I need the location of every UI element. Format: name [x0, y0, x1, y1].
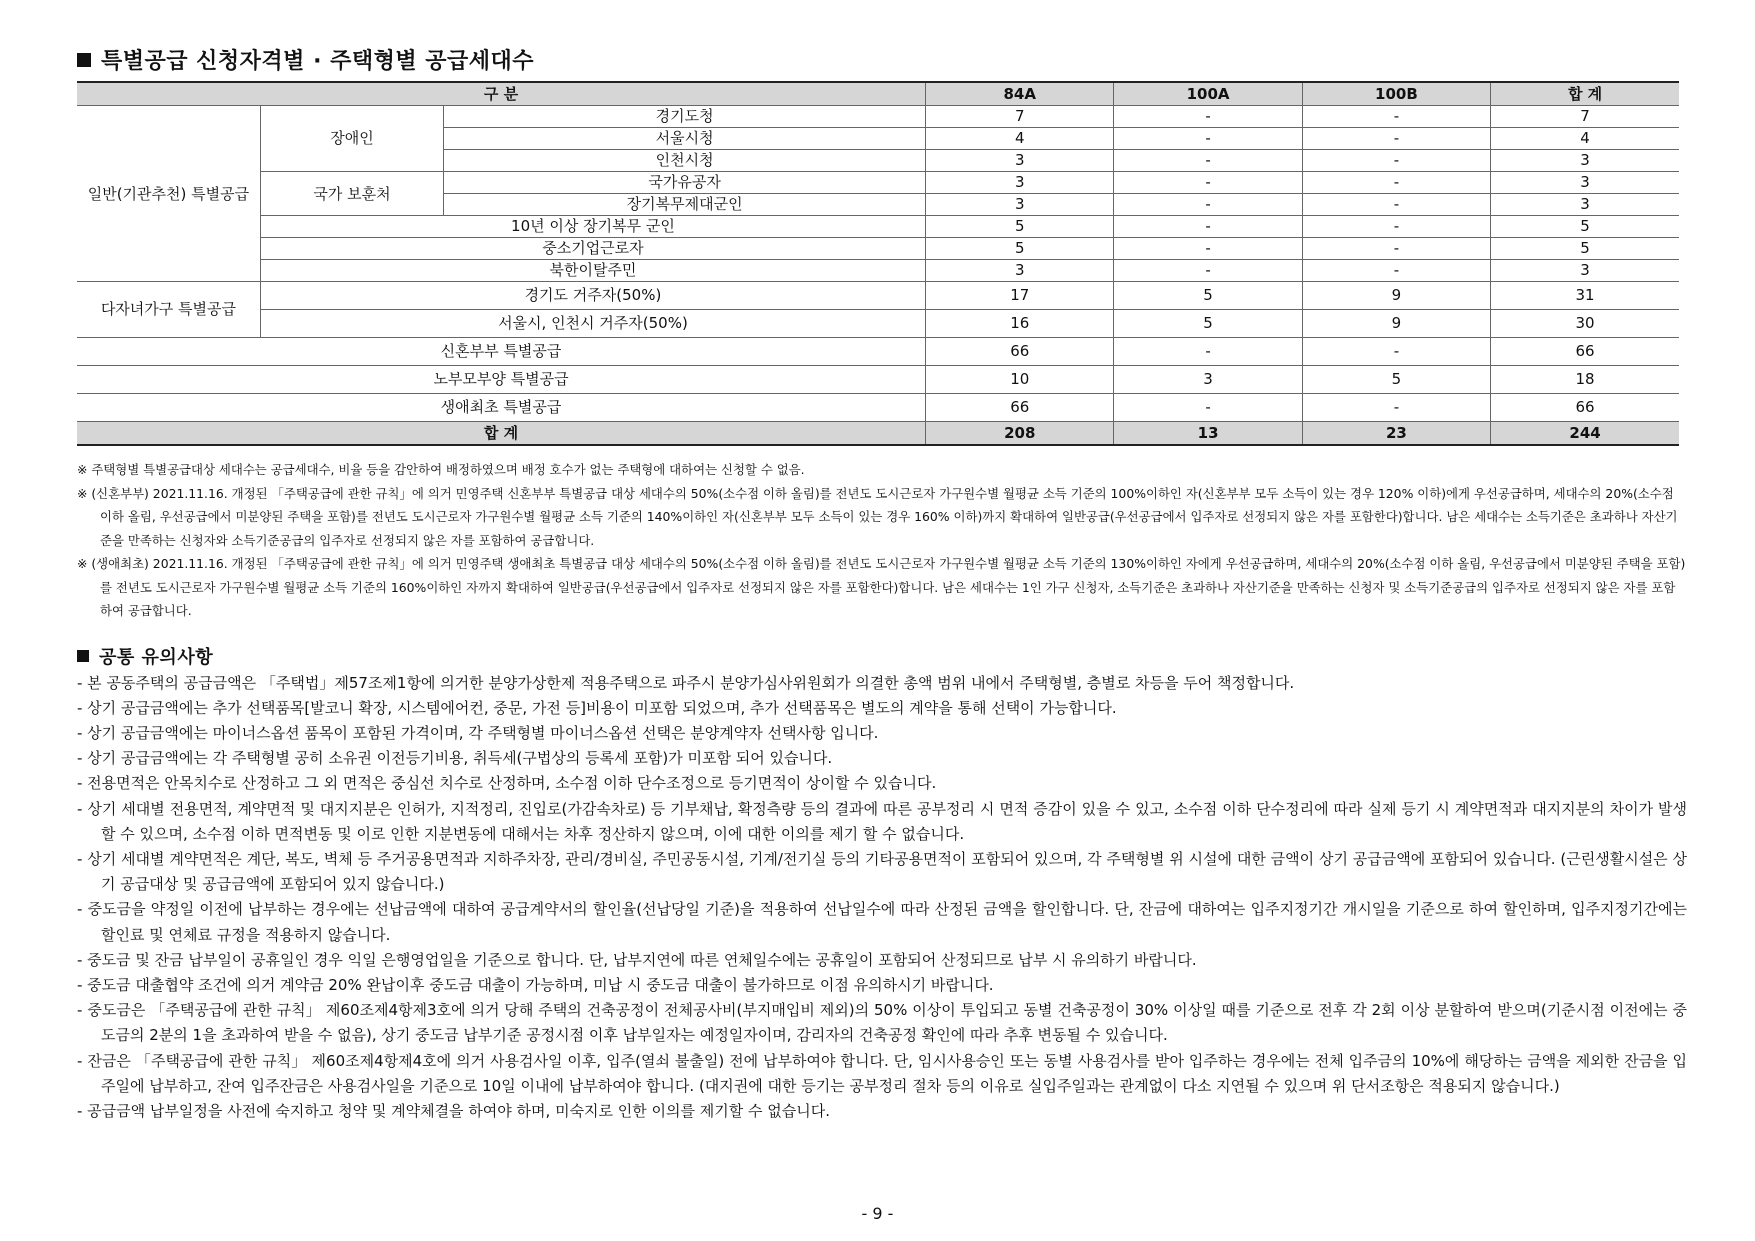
notes-block — [77, 458, 1687, 623]
cell-84a: 7 — [926, 106, 1114, 128]
group-disabled: 장애인 — [260, 106, 443, 172]
table-row — [77, 394, 1679, 422]
cell-100a: - — [1114, 150, 1302, 172]
cell-84a: 4 — [926, 128, 1114, 150]
cell-total: 66 — [1491, 394, 1679, 422]
list-item: - 상기 세대별 계약면적은 계단, 복도, 벽체 등 주거공용면적과 지하주차장, 관리/경비실, 주민공동시설, 기계/전기실 등의 기타공용면적이 포함되어 있으며, 각 주택형별 위 시설에 대한 금액이 상기 공급금액에 포함되어 있습니다. (근린생활시설은 상기 공급대상 및 공급금액에 포함되어 있지 않습니다.) — [77, 849, 1687, 894]
row-label: 경기도 거주자(50%) — [260, 282, 925, 310]
table-row — [77, 260, 1679, 282]
cell-84a: 3 — [926, 260, 1114, 282]
header-100b: 100B — [1302, 82, 1490, 106]
header-100a: 100A — [1114, 82, 1302, 106]
cell-100b: 5 — [1302, 366, 1490, 394]
cell-84a: 3 — [926, 172, 1114, 194]
section-title-supply: 특별공급 신청자격별 · 주택형별 공급세대수 — [77, 44, 1687, 75]
group-veterans: 국가 보훈처 — [260, 172, 443, 216]
table-total-row — [77, 422, 1679, 446]
row-label: 노부모부양 특별공급 — [77, 366, 926, 394]
cell-100a: - — [1114, 172, 1302, 194]
cell-100b: - — [1302, 150, 1490, 172]
cell-total: 3 — [1491, 260, 1679, 282]
row-label: 인천시청 — [444, 150, 926, 172]
table-row — [77, 238, 1679, 260]
cell-100b: - — [1302, 394, 1490, 422]
list-item: - 잔금은 「주택공급에 관한 규칙」 제60조제4항제4호에 의거 사용검사일 이후, 입주(열쇠 불출일) 전에 납부하여야 합니다. 단, 임시사용승인 또는 동별 사용검사를 받아 입주하는 경우에는 전체 입주금의 10%에 해당하는 금액을 제외한 잔금을 입주일에 납부하고, 잔여 입주잔금은 사용검사일을 기준으로 10일 이내에 납부하여야 합니다. (대지권에 대한 등기는 공부정리 절차 등의 이유로 실입주일과는 관계없이 다소 지연될 수 있으며 위 단서조항은 적용되지 않습니다.) — [77, 1051, 1687, 1095]
cell-total: 66 — [1491, 338, 1679, 366]
cell-100a: - — [1114, 216, 1302, 238]
note-item: ※ (신혼부부) 2021.11.16. 개정된 「주택공급에 관한 규칙」에 의거 민영주택 신혼부부 특별공급 대상 세대수의 50%(소수점 이하 올림)를 전년도 도시근로자 가구원수별 월평균 소득 기준의 100%이하인 자(신혼부부 모두 소득이 있는 경우 120% 이하)에게 우선공급하며, 세대수의 20%(소수점 이하 올림, 우선공급에서 미분양된 주택을 포함)를 전년도 도시근로자 가구원수별 월평균 소득 기준의 140%이하인 자(신혼부부 모두 소득이 있는 경우 160% 이하)까지 확대하여 일반공급(우선공급에서 입주자로 선정되지 않은 자를 포함한다)합니다. 남은 세대수는 소득기준은 초과하나 자산기준을 만족하는 신청자와 소득기준공급의 입주자로 선정되지 않은 자를 포함하여 공급합니다. — [77, 485, 1678, 548]
cell-total: 3 — [1491, 150, 1679, 172]
cell-100b: 9 — [1302, 310, 1490, 338]
row-label: 서울시, 인천시 거주자(50%) — [260, 310, 925, 338]
row-label: 생애최초 특별공급 — [77, 394, 926, 422]
note-item: ※ 주택형별 특별공급대상 세대수는 공급세대수, 비율 등을 감안하여 배정하였으며 배정 호수가 없는 주택형에 대하여는 신청할 수 없음. — [77, 462, 805, 477]
cell-84a: 5 — [926, 238, 1114, 260]
table-row — [77, 338, 1679, 366]
cell-84a: 66 — [926, 394, 1114, 422]
cell-84a: 5 — [926, 216, 1114, 238]
cell-100b: - — [1302, 338, 1490, 366]
cell-100a: - — [1114, 394, 1302, 422]
cell-total: 3 — [1491, 172, 1679, 194]
document-page — [77, 44, 1687, 1124]
row-label: 10년 이상 장기복무 군인 — [260, 216, 925, 238]
cell-100a: - — [1114, 128, 1302, 150]
list-item: - 상기 세대별 전용면적, 계약면적 및 대지지분은 인허가, 지적정리, 진입로(가감속차로) 등 기부채납, 확정측량 등의 결과에 따른 공부정리 시 면적 증감이 있을 수 있고, 소수점 이하 단수정리에 따라 실제 등기 시 계약면적과 대지지분의 차이가 발생할 수 있으며, 소수점 이하 면적변동 및 이로 인한 지분변동에 대해서는 차후 정산하지 않으며, 이에 대한 이의를 제기 할 수 없습니다. — [77, 799, 1687, 843]
square-bullet-icon — [77, 650, 89, 662]
cell-100a: 5 — [1114, 282, 1302, 310]
cell-100b: - — [1302, 106, 1490, 128]
cell-total: 5 — [1491, 238, 1679, 260]
square-bullet-icon — [77, 53, 91, 67]
group-general: 일반(기관추천) 특별공급 — [77, 106, 260, 282]
cell-100a: 3 — [1114, 366, 1302, 394]
supply-table — [77, 81, 1679, 446]
row-label: 서울시청 — [444, 128, 926, 150]
row-label: 경기도청 — [444, 106, 926, 128]
cell-total: 7 — [1491, 106, 1679, 128]
table-row — [77, 282, 1679, 310]
cell-100b: 9 — [1302, 282, 1490, 310]
cell-100b: - — [1302, 238, 1490, 260]
cell-100a: - — [1114, 106, 1302, 128]
notice-list — [77, 671, 1687, 1125]
table-row — [77, 172, 1679, 194]
group-multichild: 다자녀가구 특별공급 — [77, 282, 260, 338]
total-100b: 23 — [1302, 422, 1490, 446]
total-label: 합 계 — [77, 422, 926, 446]
cell-100b: - — [1302, 128, 1490, 150]
header-category: 구 분 — [77, 82, 926, 106]
list-item: - 공급금액 납부일정을 사전에 숙지하고 청약 및 계약체결을 하여야 하며, 미숙지로 인한 이의를 제기할 수 없습니다. — [77, 1101, 831, 1120]
row-label: 신혼부부 특별공급 — [77, 338, 926, 366]
common-notices-section — [77, 643, 1687, 1125]
note-item: ※ (생애최초) 2021.11.16. 개정된 「주택공급에 관한 규칙」에 의거 민영주택 생애최초 특별공급 대상 세대수의 50%(소수점 이하 올림)를 전년도 도시근로자 가구원수별 월평균 소득 기준의 130%이하인 자에게 우선공급하며, 세대수의 20%(소수점 이하 올림, 우선공급에서 미분양된 주택을 포함)를 전년도 도시근로자 가구원수별 월평균 소득 기준의 160%이하인 자까지 확대하여 일반공급(우선공급에서 입주자로 선정되지 않은 자를 포함한다)합니다. 남은 세대수는 1인 가구 신청자, 소득기준은 초과하나 자산기준을 만족하는 신청자 및 소득기준공급의 입주자로 선정되지 않은 자를 포함하여 공급합니다. — [77, 556, 1686, 618]
cell-total: 4 — [1491, 128, 1679, 150]
list-item: - 중도금 대출협약 조건에 의거 계약금 20% 완납이후 중도금 대출이 가능하며, 미납 시 중도금 대출이 불가하므로 이점 유의하시기 바랍니다. — [77, 975, 994, 994]
cell-84a: 10 — [926, 366, 1114, 394]
header-total: 합 계 — [1491, 82, 1679, 106]
cell-100b: - — [1302, 172, 1490, 194]
cell-100b: - — [1302, 260, 1490, 282]
cell-total: 3 — [1491, 194, 1679, 216]
cell-100a: - — [1114, 238, 1302, 260]
list-item: - 상기 공급금액에는 각 주택형별 공히 소유권 이전등기비용, 취득세(구법상의 등록세 포함)가 미포함 되어 있습니다. — [77, 749, 833, 768]
list-item: - 상기 공급금액에는 추가 선택품목[발코니 확장, 시스템에어컨, 중문, 가전 등]비용이 미포함 되었으며, 추가 선택품목은 별도의 계약을 통해 선택이 가능합니다. — [77, 698, 1117, 717]
row-label: 북한이탈주민 — [260, 260, 925, 282]
row-label: 국가유공자 — [444, 172, 926, 194]
cell-100b: - — [1302, 216, 1490, 238]
list-item: - 전용면적은 안목치수로 산정하고 그 외 면적은 중심선 치수로 산정하며, 소수점 이하 단수조정으로 등기면적이 상이할 수 있습니다. — [77, 774, 937, 793]
cell-100a: - — [1114, 338, 1302, 366]
cell-100a: - — [1114, 194, 1302, 216]
list-item: - 상기 공급금액에는 마이너스옵션 품목이 포함된 가격이며, 각 주택형별 마이너스옵션 선택은 분양계약자 선택사항 입니다. — [77, 723, 879, 742]
total-100a: 13 — [1114, 422, 1302, 446]
table-row — [77, 106, 1679, 128]
cell-84a: 16 — [926, 310, 1114, 338]
cell-84a: 66 — [926, 338, 1114, 366]
list-item: - 중도금을 약정일 이전에 납부하는 경우에는 선납금액에 대하여 공급계약서의 할인율(선납당일 기준)을 적용하여 선납일수에 따라 산정된 금액을 할인합니다. 단, 잔금에 대하여는 입주지정기간 개시일을 기준으로 하여 할인하며, 입주지정기간에는 할인료 및 연체료 규정을 적용하지 않습니다. — [77, 900, 1687, 944]
total-sum: 244 — [1491, 422, 1679, 446]
cell-total: 30 — [1491, 310, 1679, 338]
table-row — [77, 366, 1679, 394]
row-label: 장기복무제대군인 — [444, 194, 926, 216]
table-row — [77, 310, 1679, 338]
cell-total: 18 — [1491, 366, 1679, 394]
header-84a: 84A — [926, 82, 1114, 106]
cell-total: 31 — [1491, 282, 1679, 310]
table-row — [77, 216, 1679, 238]
row-label: 중소기업근로자 — [260, 238, 925, 260]
cell-total: 5 — [1491, 216, 1679, 238]
page-number: - 9 - — [861, 1204, 894, 1223]
total-84a: 208 — [926, 422, 1114, 446]
cell-84a: 3 — [926, 194, 1114, 216]
list-item: - 중도금은 「주택공급에 관한 규칙」 제60조제4항제3호에 의거 당해 주택의 건축공정이 전체공사비(부지매입비 제외)의 50% 이상이 투입되고 동별 건축공정이 30% 이상일 때를 기준으로 전후 각 2회 이상 분할하여 받으며(기준시점 이전에는 중도금의 2분의 1을 초과하여 받을 수 없음), 상기 중도금 납부기준 공정시점 이후 납부일자는 예정일자이며, 감리자의 건축공정 확인에 따라 추후 변동될 수 있습니다. — [77, 1001, 1687, 1045]
section-title-common: 공통 유의사항 — [77, 643, 1687, 669]
cell-100b: - — [1302, 194, 1490, 216]
list-item: - 본 공동주택의 공급금액은 「주택법」제57조제1항에 의거한 분양가상한제 적용주택으로 파주시 분양가심사위원회가 의결한 총액 범위 내에서 주택형별, 층별로 차등을 두어 책정합니다. — [77, 673, 1295, 692]
cell-100a: - — [1114, 260, 1302, 282]
cell-84a: 3 — [926, 150, 1114, 172]
list-item: - 중도금 및 잔금 납부일이 공휴일인 경우 익일 은행영업일을 기준으로 합니다. 단, 납부지연에 따른 연체일수에는 공휴일이 포함되어 산정되므로 납부 시 유의하기 바랍니다. — [77, 950, 1197, 969]
cell-100a: 5 — [1114, 310, 1302, 338]
cell-84a: 17 — [926, 282, 1114, 310]
table-header-row — [77, 82, 1679, 106]
